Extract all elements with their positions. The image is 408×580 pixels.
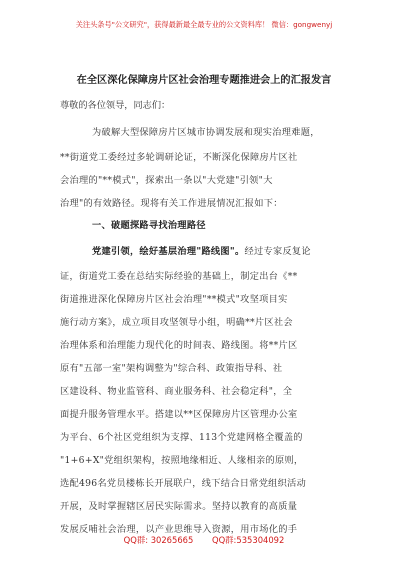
body-line: 发展反哺社会治理，以产业思维导入资源，用市场化的手 xyxy=(60,524,298,535)
document-title: 在全区深化保障房片区社会治理专题推进会上的汇报发言 xyxy=(76,74,332,86)
paragraph-lead: 党建引领，绘好基层治理"路线图"。 xyxy=(92,246,245,257)
body-line: "1+6+X"党组织架构，按照地缘相近、人缘相亲的原则， xyxy=(60,455,304,466)
body-line: 会治理的"**模式"，探索出一条以"大党建"引领"大 xyxy=(60,175,273,186)
footer-qq-group-2: QQ群:535304092 xyxy=(212,535,285,545)
body-line: 治理体系和治理能力现代化的时间表、路线图。将**片区 xyxy=(60,340,298,351)
body-line: 为平台、6个社区党组织为支撑、113个党建网格全覆盖的 xyxy=(60,432,303,443)
body-line: 面提升服务管理水平。搭建以**区保障房片区管理办公室 xyxy=(60,409,298,420)
body-line: 证，街道党工委在总结实际经验的基础上，制定出台《** xyxy=(60,271,298,282)
body-line: 施行动方案》，成立项目攻坚领导小组，明确**片区社会 xyxy=(60,317,293,328)
body-line: 为破解大型保障房片区城市协调发展和现实治理难题， xyxy=(92,127,320,138)
footer-qq-group-1: QQ群: 30265665 xyxy=(123,535,194,545)
paragraph-first-line xyxy=(92,243,311,257)
salutation: 尊敬的各位领导，同志们： xyxy=(60,100,171,111)
body-line: 选配496名党员楼栋长开展联户，线下结合日常党组织活动 xyxy=(60,478,307,489)
section-heading: 一、破题探路寻找治理路径 xyxy=(92,220,206,231)
body-line: 原有"五部一室"架构调整为"综合科、政策指导科、社 xyxy=(60,363,283,374)
body-line: 开展，及时掌握辖区居民实际需求。坚持以教育的高质量 xyxy=(60,501,298,512)
body-line: 街道推进深化保障房片区社会治理"**模式"攻坚项目实 xyxy=(60,294,288,305)
header-note: 关注头条号"公文研究"，获得最新最全最专业的公文资料库！ 微信：gongwenyj xyxy=(75,20,333,29)
footer xyxy=(0,534,408,546)
body-line: 治理"的有效路径。现将有关工作进展情况汇报如下： xyxy=(60,198,283,209)
body-line: 区建设科、物业监管科、商业服务科、社会稳定科"，全 xyxy=(60,386,293,397)
body-line: **街道党工委经过多轮调研论证，不断深化保障房片区社 xyxy=(60,152,298,163)
paragraph-first-tail: 经过专家反复论 xyxy=(244,246,311,257)
